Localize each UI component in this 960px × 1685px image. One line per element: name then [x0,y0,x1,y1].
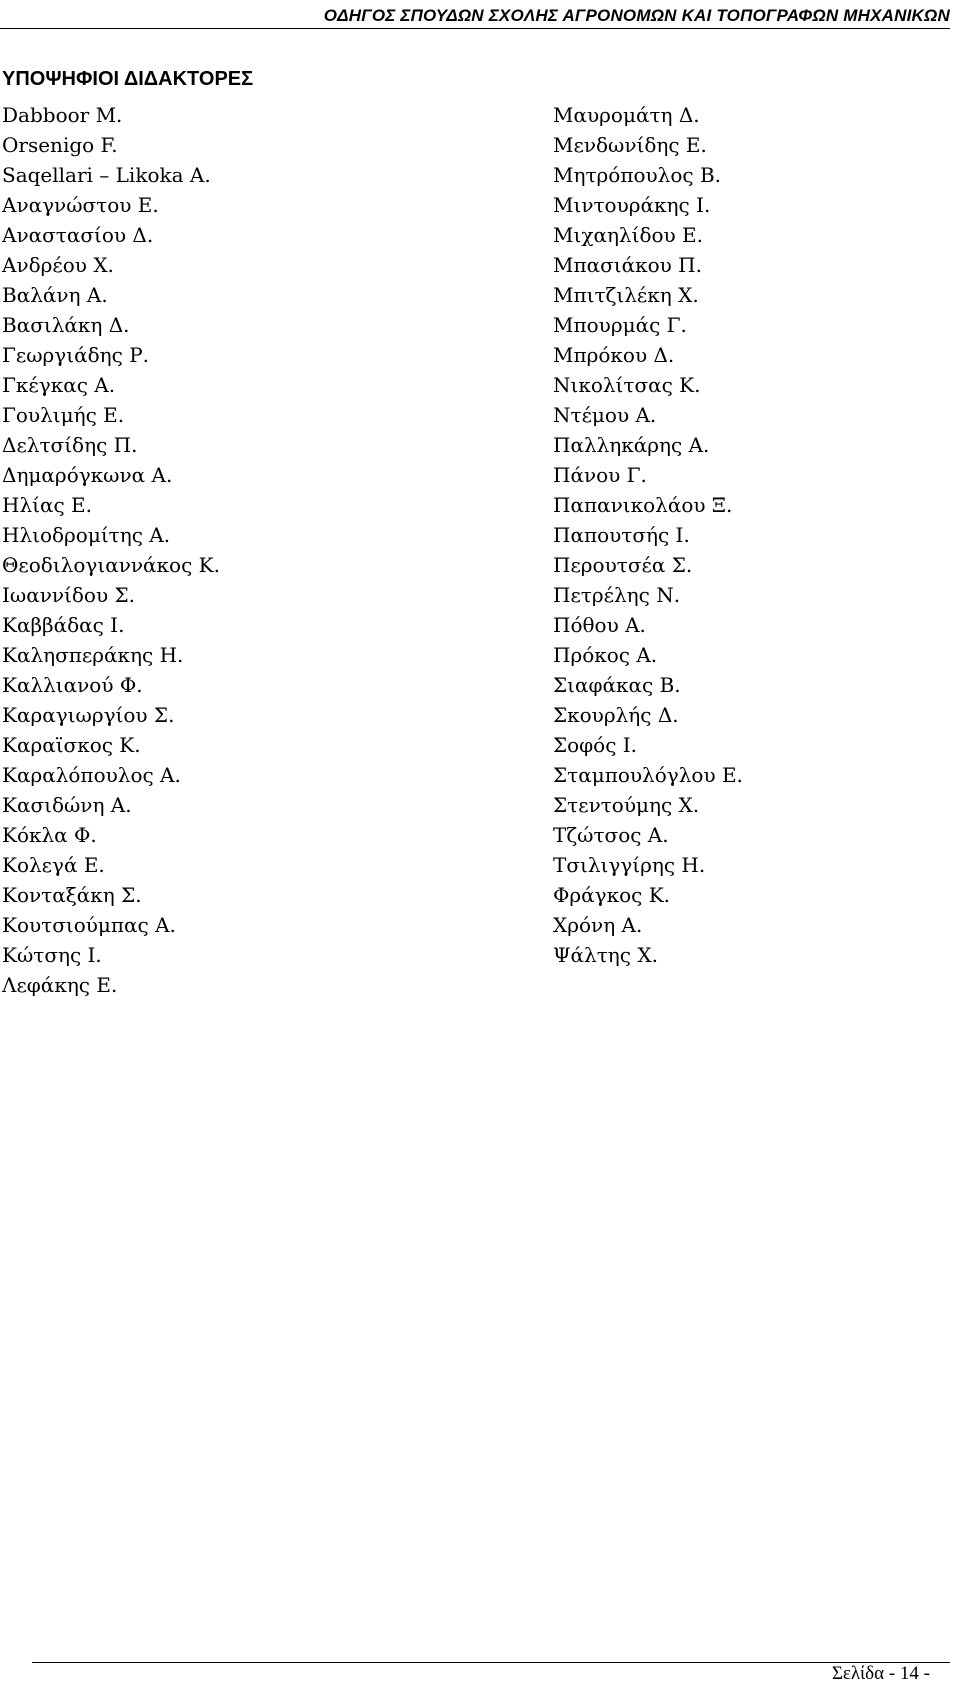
candidate-name: Πετρέλης Ν. [553,583,681,607]
candidate-name: Φράγκος Κ. [553,883,671,907]
candidate-name: Μενδωνίδης Ε. [553,133,707,157]
candidates-right-column [553,100,743,970]
candidate-name: Καραγιωργίου Σ. [2,703,175,727]
candidate-name: Γεωργιάδης Ρ. [2,343,150,367]
candidate-name: Τζώτσος Α. [553,823,669,847]
candidate-name: Ντέμου Α. [553,403,657,427]
candidate-name: Σταμπουλόγλου Ε. [553,763,743,787]
candidate-name: Ιωαννίδου Σ. [2,583,135,607]
candidate-name: Ανδρέου Χ. [2,253,114,277]
candidate-name: Κόκλα Φ. [2,823,97,847]
candidate-name: Παπουτσής Ι. [553,523,690,547]
candidate-name: Σιαφάκας Β. [553,673,681,697]
section-heading: ΥΠΟΨΗΦΙΟΙ ΔΙΔΑΚΤΟΡΕΣ [2,68,254,90]
candidate-name: Μπασιάκου Π. [553,253,702,277]
candidate-name: Θεοδιλογιαννάκος Κ. [2,553,220,577]
candidate-name: Γκέγκας Α. [2,373,116,397]
candidate-name: Πόθου Α. [553,613,646,637]
candidate-name: Δελτσίδης Π. [2,433,138,457]
candidate-name: Μητρόπουλος Β. [553,163,721,187]
candidate-name: Χρόνη Α. [553,913,643,937]
candidate-name: Dabboor M. [2,103,123,127]
candidate-name: Ηλίας Ε. [2,493,92,517]
candidate-name: Saqellari – Likoka A. [2,163,211,187]
candidate-name: Πάνου Γ. [553,463,647,487]
header-rule [0,28,950,29]
candidate-name: Λεφάκης Ε. [2,973,118,997]
candidate-name: Μαυρομάτη Δ. [553,103,700,127]
candidate-name: Orsenigo F. [2,133,118,157]
candidate-name: Κώτσης Ι. [2,943,102,967]
candidate-name: Καββάδας Ι. [2,613,125,637]
candidate-name: Σοφός Ι. [553,733,638,757]
candidate-name: Κονταξάκη Σ. [2,883,142,907]
candidate-name: Ηλιοδρομίτης Α. [2,523,171,547]
running-header: ΟΔΗΓΟΣ ΣΠΟΥΔΩΝ ΣΧΟΛΗΣ ΑΓΡΟΝΟΜΩΝ ΚΑΙ ΤΟΠΟΓΡΑΦΩΝ ΜΗΧΑΝΙΚΩΝ [323,6,950,25]
candidate-name: Τσιλιγγίρης Η. [553,853,706,877]
candidate-name: Δημαρόγκωνα Α. [2,463,173,487]
candidate-name: Μιχαηλίδου Ε. [553,223,703,247]
candidate-name: Καλησπεράκης Η. [2,643,184,667]
page-number: Σελίδα - 14 - [831,1663,930,1684]
candidates-left-column [2,100,220,1000]
candidate-name: Μπιτζιλέκη Χ. [553,283,699,307]
candidate-name: Πρόκος Α. [553,643,658,667]
candidate-name: Καραλόπουλος Α. [2,763,181,787]
candidate-name: Βασιλάκη Δ. [2,313,130,337]
candidate-name: Ψάλτης Χ. [553,943,658,967]
candidate-name: Κασιδώνη Α. [2,793,132,817]
candidate-name: Αναστασίου Δ. [2,223,154,247]
candidate-name: Μπρόκου Δ. [553,343,675,367]
candidate-name: Μιντουράκης Ι. [553,193,711,217]
candidate-name: Κουτσιούμπας Α. [2,913,176,937]
candidate-name: Βαλάνη Α. [2,283,108,307]
candidate-name: Γουλιμής Ε. [2,403,125,427]
candidate-name: Περουτσέα Σ. [553,553,693,577]
candidate-name: Παπανικολάου Ξ. [553,493,733,517]
candidate-name: Μπουρμάς Γ. [553,313,687,337]
footer-rule [32,1662,950,1663]
candidate-name: Νικολίτσας Κ. [553,373,701,397]
candidate-name: Αναγνώστου Ε. [2,193,159,217]
candidate-name: Καραϊσκος Κ. [2,733,141,757]
candidate-name: Στεντούμης Χ. [553,793,700,817]
candidate-name: Κολεγά Ε. [2,853,105,877]
candidate-name: Καλλιανού Φ. [2,673,143,697]
candidate-name: Παλληκάρης Α. [553,433,710,457]
candidate-name: Σκουρλής Δ. [553,703,679,727]
